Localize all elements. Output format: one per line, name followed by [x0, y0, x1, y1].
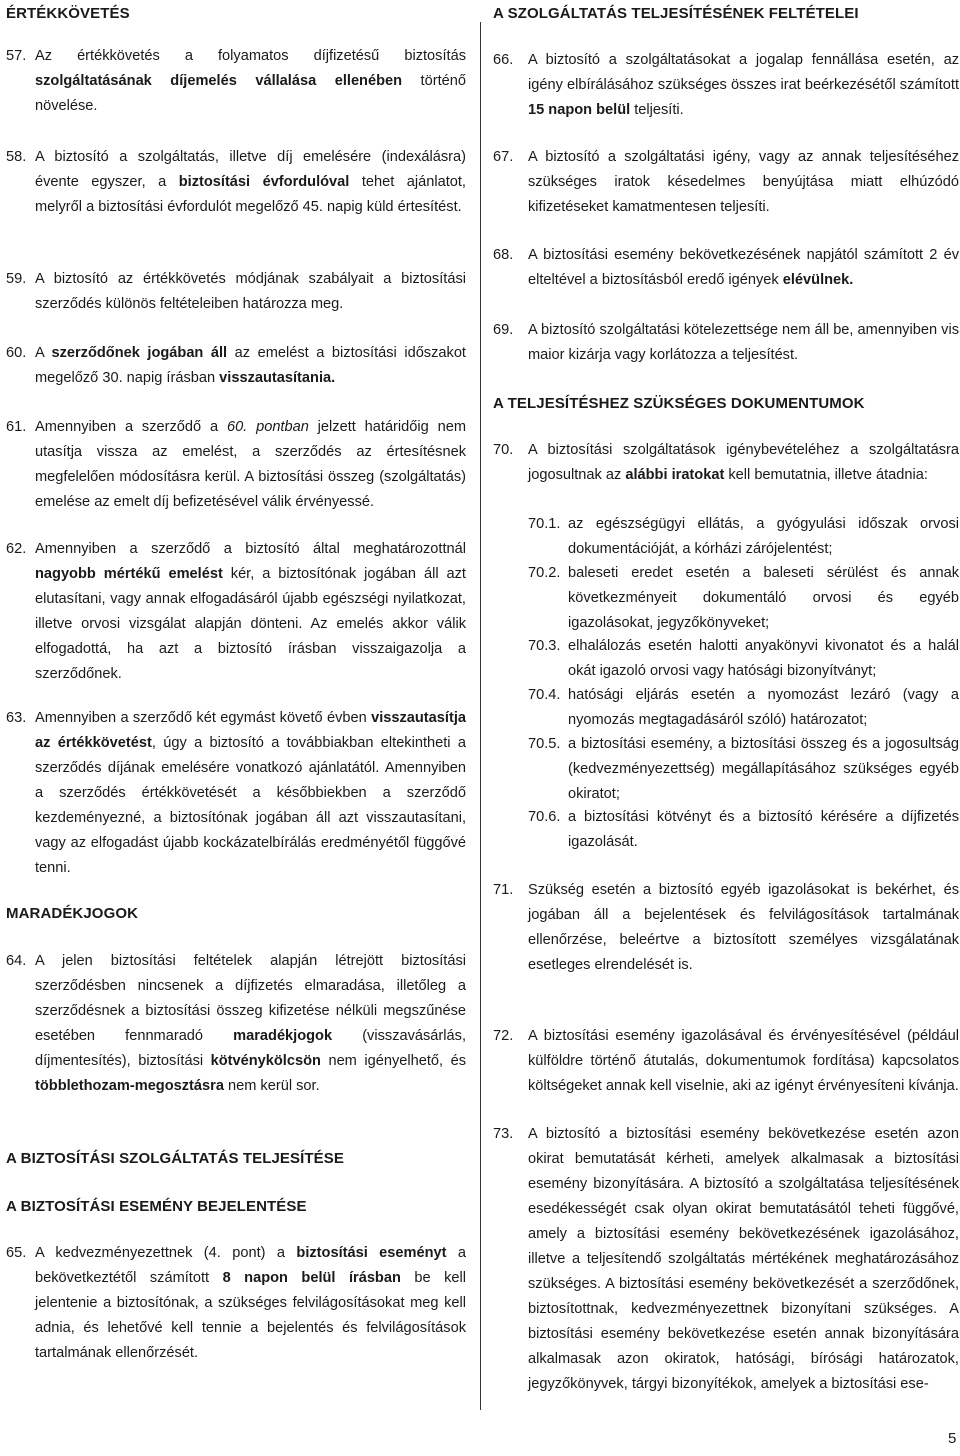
page-number: 5	[948, 1430, 957, 1447]
subitem-text: baleseti eredet esetén a baleseti sérülést és annak következményeit dokumentáló orvosi és egyéb igazolásokat, jegyzőkönyveket;	[568, 565, 959, 631]
paragraph-number: 66.	[493, 52, 514, 68]
paragraph-60	[6, 341, 466, 391]
subitem-number: 70.4.	[528, 687, 561, 703]
paragraph-text: A biztosító az értékkövetés módjának szabályait a biztosítási szerződés különös feltételeiben határozza meg.	[35, 271, 466, 312]
paragraph-67	[493, 145, 959, 220]
paragraph-number: 73.	[493, 1126, 514, 1142]
subitem-70-5	[528, 732, 959, 807]
paragraph-text: Amennyiben a szerződő a 60. pontban jelzett határidőig nem utasítja vissza az emelést, a szerződés az értesítésnek megfelelően módosításra kerül. A biztosítási összeg (szolgáltatás) emelése az emelt díj befizetésével válik érvényessé.	[35, 419, 466, 510]
heading-szolgaltatas-teljesitese: A BIZTOSÍTÁSI SZOLGÁLTATÁS TELJESÍTÉSE	[6, 1150, 344, 1167]
paragraph-61	[6, 415, 466, 515]
paragraph-number: 68.	[493, 247, 514, 263]
heading-dokumentumok: A TELJESÍTÉSHEZ SZÜKSÉGES DOKUMENTUMOK	[493, 395, 865, 412]
paragraph-text: A kedvezményezettnek (4. pont) a biztosítási eseményt a bekövetkeztétől számított 8 napon belül írásban be kell jelentenie a biztosítónak, a szükséges felvilágosításokat meg kell adnia, és lehetővé kell tennie a bejelentés és felvilágosítások tartalmának ellenőrzését.	[35, 1245, 467, 1361]
subitem-70-3	[528, 634, 959, 684]
paragraph-71	[493, 878, 959, 978]
paragraph-number: 64.	[6, 953, 27, 969]
heading-feltetelei: A SZOLGÁLTATÁS TELJESÍTÉSÉNEK FELTÉTELEI	[493, 5, 859, 22]
paragraph-text: Az értékkövetés a folyamatos díjfizetésű biztosítás szolgáltatásának díjemelés vállalása ellenében történő növelése.	[35, 48, 466, 114]
heading-maradekjogok: MARADÉKJOGOK	[6, 905, 139, 922]
paragraph-59	[6, 267, 466, 317]
paragraph-text: A biztosító a szolgáltatásokat a jogalap fennállása esetén, az igény elbírálásához szükséges összes irat beérkezésétől számított 15 napon belül teljesíti.	[528, 52, 959, 118]
paragraph-text: Amennyiben a szerződő a biztosító által meghatározottnál nagyobb mértékű emelést kér, a biztosítónak jogában áll azt elutasítani, vagy annak elfogadásáról újabb egészségi nyilatkozat, illetve orvosi vizsgálat alapján dönteni. Az emelés akkor válik elfogadottá, ha azt a biztosító írásban visszaigazolja a szerződőnek.	[35, 541, 466, 682]
subitem-70-4	[528, 683, 959, 733]
paragraph-68	[493, 243, 959, 293]
paragraph-text: A jelen biztosítási feltételek alapján létrejött biztosítási szerződésben nincsenek a díjfizetés elmaradása, illetőleg a szerződésnek a biztosítási összeg kifizetése nélküli megszűnése esetében fennmaradó maradékjogok (visszavásárlás, díjmentesítés), biztosítási kötvénykölcsön nem igényelhető, és többlethozam-megosztásra nem kerül sor.	[35, 953, 466, 1094]
subitem-70-1	[528, 512, 959, 562]
paragraph-72	[493, 1024, 959, 1099]
paragraph-number: 71.	[493, 882, 514, 898]
paragraph-number: 69.	[493, 322, 514, 338]
subitem-number: 70.1.	[528, 516, 561, 532]
paragraph-number: 61.	[6, 419, 27, 435]
paragraph-text: A szerződőnek jogában áll az emelést a biztosítási időszakot megelőző 30. napig írásban visszautasítania.	[35, 345, 466, 386]
paragraph-text: Amennyiben a szerződő két egymást követő évben visszautasítja az értékkövetést, úgy a biztosító a továbbiakban eltekintheti a szerződés díjának emelésére vonatkozó ajánlatától. Amennyiben a szerződés értékkövetését a későbbiekben a szerződő kezdeményezné, a biztosítónak jogában áll azt visszautasítani, vagy az elfogadást újabb kockázatelbírálás eredményétől függővé tenni.	[35, 710, 466, 876]
paragraph-number: 70.	[493, 442, 514, 458]
paragraph-text: A biztosítási szolgáltatások igénybevételéhez a szolgáltatásra jogosultnak az alábbi iratokat kell bemutatnia, illetve átadnia:	[528, 442, 959, 483]
subitem-text: az egészségügyi ellátás, a gyógyulási időszak orvosi dokumentációját, a kórházi zárójelentést;	[568, 516, 959, 557]
paragraph-number: 65.	[6, 1245, 27, 1261]
paragraph-text: A biztosítási esemény igazolásával és érvényesítésével (például külföldre történő átutalás, dokumentumok fordítása) kapcsolatos költségeket annak kell viselnie, aki az igényt érvényesíteni kívánja.	[528, 1028, 959, 1094]
subitem-70-6	[528, 805, 959, 855]
paragraph-66	[493, 48, 959, 123]
paragraph-number: 57.	[6, 48, 27, 64]
paragraph-text: A biztosító szolgáltatási kötelezettsége nem áll be, amennyiben vis maior kizárja vagy korlátozza a teljesítést.	[528, 322, 959, 363]
subitem-70-2	[528, 561, 959, 636]
paragraph-number: 58.	[6, 149, 27, 165]
paragraph-58	[6, 145, 466, 220]
subitem-number: 70.2.	[528, 565, 561, 581]
paragraph-73	[493, 1122, 959, 1397]
paragraph-number: 63.	[6, 710, 27, 726]
paragraph-62	[6, 537, 466, 687]
paragraph-number: 59.	[6, 271, 27, 287]
heading-ertekkovetes: ÉRTÉKKÖVETÉS	[6, 5, 130, 22]
paragraph-57	[6, 44, 466, 119]
paragraph-69	[493, 318, 959, 368]
subitem-text: a biztosítási kötvényt és a biztosító kérésére a díjfizetés igazolását.	[568, 809, 959, 850]
subitem-text: hatósági eljárás esetén a nyomozást lezáró (vagy a nyomozás megtagadásáról szóló) határozatot;	[568, 687, 959, 728]
paragraph-63	[6, 706, 466, 881]
paragraph-number: 60.	[6, 345, 27, 361]
paragraph-70	[493, 438, 959, 488]
subitem-text: elhalálozás esetén halotti anyakönyvi kivonatot és a halál okát igazoló orvosi vagy hatósági bizonyítványt;	[568, 638, 959, 679]
paragraph-number: 72.	[493, 1028, 514, 1044]
subitem-text: a biztosítási esemény, a biztosítási összeg és a jogosultság (kedvezményezettség) megállapításához szükséges egyéb okiratot;	[568, 736, 959, 802]
paragraph-text: A biztosító a szolgáltatási igény, vagy az annak teljesítéséhez szükséges iratok késedelmes benyújtása miatt elhúzódó kifizetéseket kamatmentesen teljesíti.	[528, 149, 959, 215]
paragraph-64	[6, 949, 466, 1099]
paragraph-text: A biztosító a biztosítási esemény bekövetkezése esetén azon okirat bemutatását kérheti, amelyek alkalmasak a biztosítási esemény bizonyítására. A biztosító a szolgáltatása teljesítésének esedékességét csak olyan okirat bemutatásától teheti függővé, amely a biztosítási esemény bekövetkezésének igazolásához, illetve a teljesítendő szolgáltatás mértékének meghatározásához szükséges. A biztosítási esemény bekövetkezését a szerződőnek, biztosítottnak, kedvezményezettnek bizonyítani szükséges. A biztosítási esemény bekövetkezése esetén annak bizonyítására alkalmasak azon okiratok, hatósági, bírósági határozatok, jegyzőkönyvek, tárgyi bizonyítékok, amelyek a biztosítási ese-	[528, 1126, 959, 1392]
subitem-number: 70.5.	[528, 736, 561, 752]
paragraph-65	[6, 1241, 466, 1366]
subitem-number: 70.3.	[528, 638, 561, 654]
paragraph-text: A biztosító a szolgáltatás, illetve díj emelésére (indexálásra) évente egyszer, a biztosítási évfordulóval tehet ajánlatot, melyről a biztosítási évfordulót megelőző 45. napig küld értesítést.	[35, 149, 466, 215]
paragraph-text: Szükség esetén a biztosító egyéb igazolásokat is bekérhet, és jogában áll a bejelentések és felvilágosítások tartalmának ellenőrzése, beleértve a biztosított személyes vizsgálatának esetleges elrendelését is.	[528, 882, 959, 973]
paragraph-number: 67.	[493, 149, 514, 165]
column-divider	[480, 22, 481, 1410]
paragraph-text: A biztosítási esemény bekövetkezésének napjától számított 2 év elteltével a biztosításból eredő igények elévülnek.	[528, 247, 959, 288]
heading-esemeny-bejelentese: A BIZTOSÍTÁSI ESEMÉNY BEJELENTÉSE	[6, 1198, 307, 1215]
subitem-number: 70.6.	[528, 809, 561, 825]
paragraph-number: 62.	[6, 541, 27, 557]
